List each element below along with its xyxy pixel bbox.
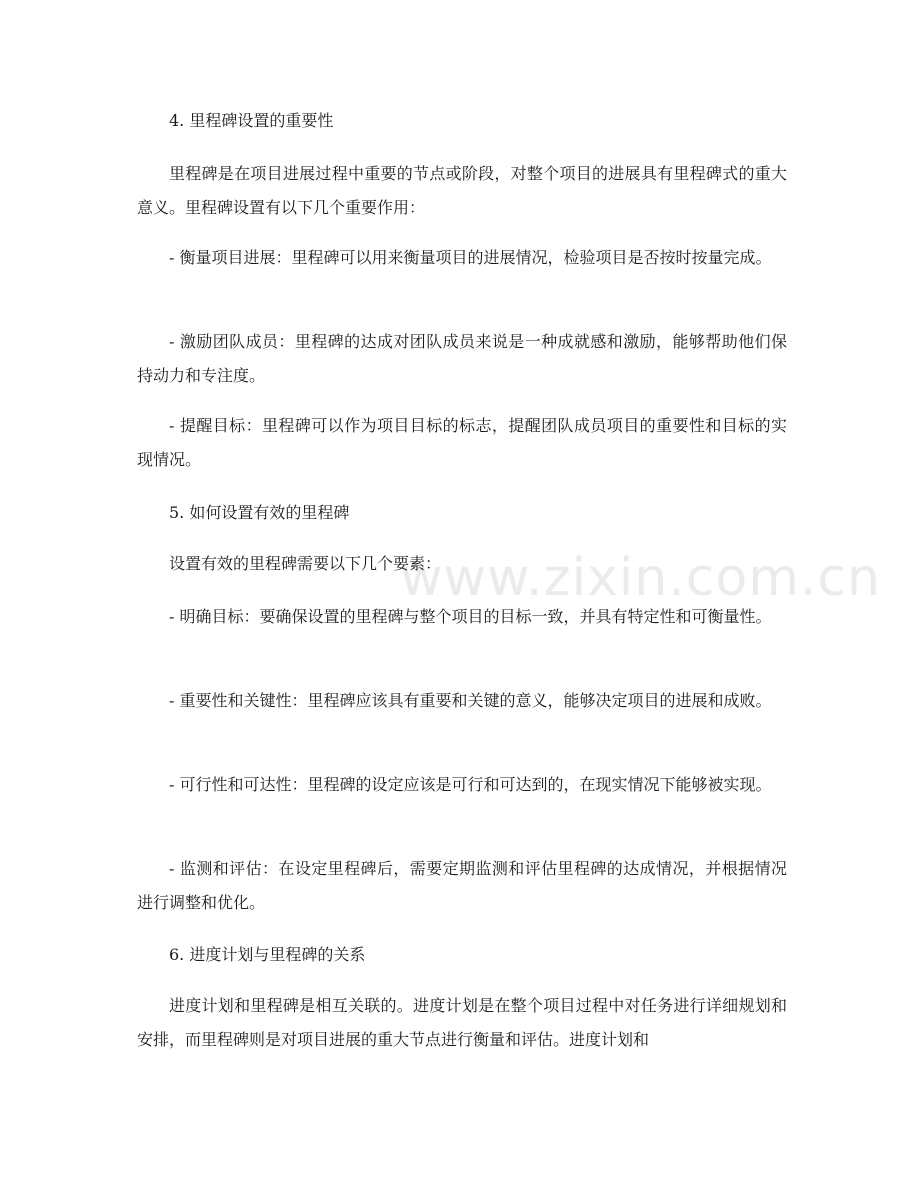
bullet-item: - 激励团队成员：里程碑的达成对团队成员来说是一种成就感和激励，能够帮助他们保持动力和专注度。	[137, 332, 787, 385]
bullet-item: - 可行性和可达性：里程碑的设定应该是可行和可达到的，在现实情况下能够被实现。	[169, 775, 772, 794]
bullet-item: - 重要性和关键性：里程碑应该具有重要和关键的意义，能够决定项目的进展和成败。	[169, 691, 772, 710]
watermark: www.zixin.com.cn	[400, 548, 881, 608]
bullet-item: - 衡量项目进展：里程碑可以用来衡量项目的进展情况，检验项目是否按时按量完成。	[169, 248, 772, 267]
heading-6: 6. 进度计划与里程碑的关系	[169, 945, 366, 964]
bullet-item: - 提醒目标：里程碑可以作为项目目标的标志，提醒团队成员项目的重要性和目标的实现情况。	[137, 416, 787, 469]
paragraph: 里程碑是在项目进展过程中重要的节点或阶段，对整个项目的进展具有里程碑式的重大意义。里程碑设置有以下几个重要作用：	[137, 164, 787, 217]
paragraph: 进度计划和里程碑是相互关联的。进度计划是在整个项目过程中对任务进行详细规划和安排，而里程碑则是对项目进展的重大节点进行衡量和评估。进度计划和	[137, 996, 787, 1049]
bullet-item: - 明确目标：要确保设置的里程碑与整个项目的目标一致，并具有特定性和可衡量性。	[169, 607, 772, 626]
heading-5: 5. 如何设置有效的里程碑	[169, 503, 350, 522]
paragraph: 设置有效的里程碑需要以下几个要素：	[169, 554, 442, 573]
heading-4: 4. 里程碑设置的重要性	[169, 111, 334, 130]
bullet-item: - 监测和评估：在设定里程碑后，需要定期监测和评估里程碑的达成情况，并根据情况进行调整和优化。	[137, 859, 787, 912]
